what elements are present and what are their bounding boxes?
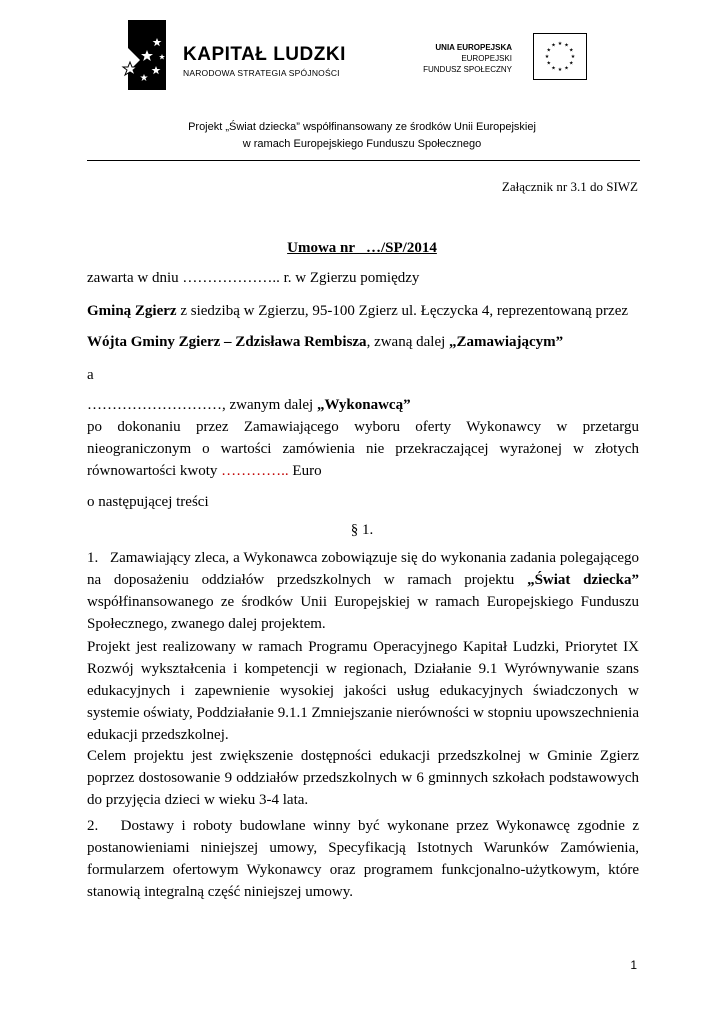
amount-label: równowartości kwoty <box>87 463 222 479</box>
paragraph-1-text-a: 1. Zamawiający zleca, a Wykonawca zobowiązuje się do wykonania zadania polegającego na doposażeniu oddziałów przedszkolnych w ramach projektu <box>87 550 639 588</box>
representative-connector: , zwaną dalej <box>366 334 450 350</box>
party-1 <box>87 300 639 322</box>
svg-text:★: ★ <box>569 60 574 67</box>
amount-currency: Euro <box>288 463 322 479</box>
project-name: „Świat dziecka” <box>527 572 639 588</box>
selection-line-1: po dokonaniu przez Zamawiającego wyboru oferty Wykonawcy w przetargu <box>87 419 639 435</box>
svg-text:★: ★ <box>551 42 556 49</box>
section-heading: § 1. <box>350 522 374 538</box>
party-1-name: Gminą Zgierz <box>87 303 177 319</box>
project-info <box>0 119 724 153</box>
paragraph-3: Celem projektu jest zwiększenie dostępności edukacji przedszkolnej w Gminie Zgierz poprzez dostosowanie 9 oddziałów przedszkolnych w 6 gminnych szkołach podstawowych do przyjęcia dzieci w wieku 3-4 lata. <box>87 748 639 808</box>
svg-text:★: ★ <box>570 54 576 60</box>
and-text: a <box>87 367 94 383</box>
header-divider <box>87 160 640 161</box>
paragraph-4: 2. Dostawy i roboty budowlane winny być wykonane przez Wykonawcę zgodnie z postanowieniami niniejszej umowy, Specyfikacją Istotnych Warunków Zamówienia, formularzem ofertowym Wykonawcy oraz programem funkcjonalno-użytkowym, które stanowią integralną część niniejszej umowy. <box>87 818 639 900</box>
party-1-address: z siedzibą w Zgierzu, 95-100 Zgierz ul. Łęczycka 4, reprezentowaną przez <box>176 303 629 319</box>
party-2 <box>87 394 639 416</box>
party-2-placeholder: ……………………… <box>87 397 222 413</box>
party-2-role: „Wykonawcą” <box>316 397 411 413</box>
svg-text:★: ★ <box>557 67 563 73</box>
svg-text:★: ★ <box>546 47 551 54</box>
intro-line: zawarta w dniu ……………….. r. w Zgierzu pomiędzy <box>87 270 420 286</box>
kapital-ludzki-logo-icon <box>118 20 180 90</box>
svg-text:★: ★ <box>544 54 550 60</box>
svg-text:★: ★ <box>557 41 563 47</box>
party-2-connector: , zwanym dalej <box>222 397 317 413</box>
content-intro: o następującej treści <box>87 494 209 510</box>
svg-text:★: ★ <box>546 60 551 67</box>
svg-text:★: ★ <box>551 65 556 72</box>
amount-placeholder: ………….. <box>221 463 289 479</box>
selection-line-3 <box>87 460 639 482</box>
svg-text:★: ★ <box>564 65 569 72</box>
attachment-label: Załącznik nr 3.1 do SIWZ <box>501 179 638 194</box>
svg-text:★: ★ <box>564 42 569 49</box>
representative-role: „Zamawiającym” <box>449 334 564 350</box>
project-line-2: w ramach Europejskiego Funduszu Społecznego <box>242 138 482 150</box>
contract-title: Umowa nr …/SP/2014 <box>287 240 437 256</box>
logo-title: KAPITAŁ LUDZKI <box>183 44 346 65</box>
eu-line-3: FUNDUSZ SPOŁECZNY <box>423 65 512 74</box>
selection-line-2: nieograniczonym o wartości zamówienia nie przekraczającej wyrażonej w złotych <box>87 441 639 457</box>
eu-flag-icon <box>533 33 587 80</box>
representative <box>87 331 639 353</box>
page-number: 1 <box>630 958 637 972</box>
eu-logo-text <box>423 42 512 75</box>
eu-line-1: UNIA EUROPEJSKA <box>435 43 512 52</box>
paragraph-1-text-b: współfinansowanego ze środków Unii Europejskiej w ramach Europejskiego Funduszu Społecznego, zwanego dalej projektem. <box>87 594 639 632</box>
project-line-1: Projekt „Świat dziecka” współfinansowany ze środków Unii Europejskiej <box>188 121 536 133</box>
svg-text:★: ★ <box>569 47 574 54</box>
logo-subtitle: NARODOWA STRATEGIA SPÓJNOŚCI <box>183 68 340 78</box>
eu-line-2: EUROPEJSKI <box>461 54 512 63</box>
paragraph-1 <box>87 547 639 635</box>
paragraph-2: Projekt jest realizowany w ramach Programu Operacyjnego Kapitał Ludzki, Priorytet IX Rozwój wykształcenia i kompetencji w regionach, Działanie 9.1 Wyrównywanie szans edukacyjnych i zapewnienie wysokiej jakości usług edukacyjnych świadczonych w systemie oświaty, Poddziałanie 9.1.1 Zmniejszanie nierówności w stopniu upowszechnienia edukacji przedszkolnej. <box>87 639 639 743</box>
representative-name: Wójta Gminy Zgierz – Zdzisława Rembisza <box>87 334 367 350</box>
